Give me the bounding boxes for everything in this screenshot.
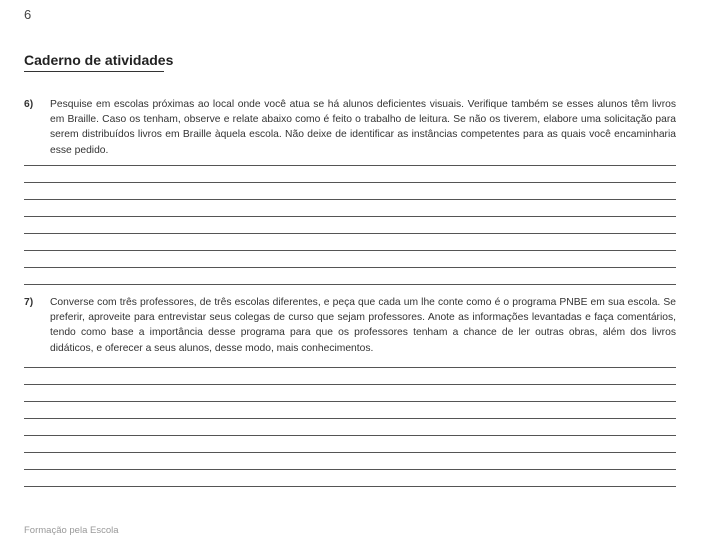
- question-7: [24, 295, 676, 356]
- question-number: 7): [24, 297, 34, 308]
- answer-line[interactable]: [24, 199, 676, 200]
- answer-line[interactable]: [24, 367, 676, 368]
- section-title-underline: [24, 71, 164, 72]
- answer-line[interactable]: [24, 401, 676, 402]
- answer-line[interactable]: [24, 182, 676, 183]
- page-number: 6: [24, 7, 32, 22]
- answer-line[interactable]: [24, 233, 676, 234]
- section-title: Caderno de atividades: [24, 52, 174, 68]
- answer-line[interactable]: [24, 216, 676, 217]
- answer-line[interactable]: [24, 469, 676, 470]
- answer-line[interactable]: [24, 486, 676, 487]
- question-text: Pesquise em escolas próximas ao local onde você atua se há alunos deficientes visuais. Verifique também se esses alunos têm livros em Braille. Caso os tenham, observe e relate abaixo como é feito o trabalho de leitura. Se não os tiverem, elabore uma solicitação para serem distribuídos livros em Braille àquela escola. Não deixe de identificar as instâncias competentes para as quais você encaminharia esse pedido.: [50, 99, 676, 156]
- question-text: Converse com três professores, de três escolas diferentes, e peça que cada um lhe conte como é o programa PNBE em sua escola. Se preferir, aproveite para entrevistar seus colegas de curso que sejam professores. Anote as informações levantadas e faça comentários, tendo como base a importância desse programa para que os professores tenham a chance de ler outras obras, além dos livros didáticos, e oferecer a seus alunos, desse modo, mais conhecimentos.: [50, 297, 676, 354]
- question-separator: [24, 284, 676, 285]
- answer-line[interactable]: [24, 267, 676, 268]
- footer-text: Formação pela Escola: [24, 525, 119, 536]
- answer-line[interactable]: [24, 250, 676, 251]
- answer-line[interactable]: [24, 435, 676, 436]
- question-6: [24, 97, 676, 158]
- answer-line[interactable]: [24, 418, 676, 419]
- answer-line[interactable]: [24, 165, 676, 166]
- answer-line[interactable]: [24, 452, 676, 453]
- question-number: 6): [24, 99, 34, 110]
- answer-line[interactable]: [24, 384, 676, 385]
